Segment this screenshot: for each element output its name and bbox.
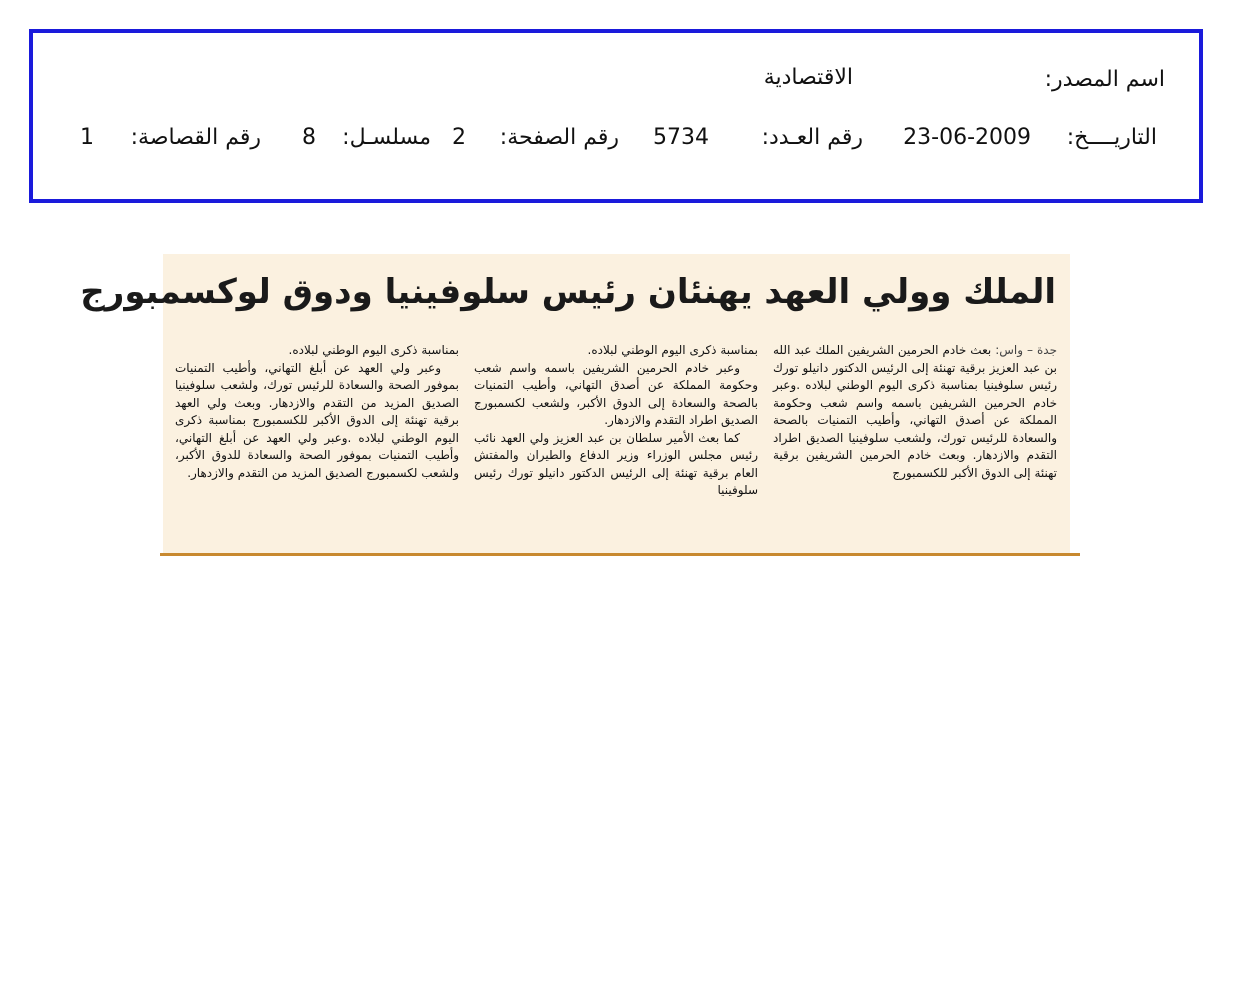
- article-bottom-rule: [160, 553, 1080, 556]
- serial-label: مسلسـل:: [342, 125, 431, 150]
- serial-value: 8: [302, 125, 316, 150]
- date-value: 23-06-2009: [903, 125, 1031, 150]
- issue-label: رقم العـدد:: [761, 125, 863, 150]
- newspaper-article: [80, 254, 1070, 553]
- article-headline: الملك وولي العهد يهنئان رئيس سلوفينيا ودوق لوكسمبورج: [80, 272, 1056, 312]
- article-paragraph: وعبر خادم الحرمين الشريفين باسمه واسم شعب وحكومة المملكة عن أصدق التهاني، وأطيب التمنيات بالصحة والسعادة إلى الدوق الأكبر، ولشعب لكسمبورج الصديق اطراد التقدم والازدهار.: [474, 360, 758, 427]
- source-value: الاقتصادية: [763, 65, 853, 90]
- article-column-3: [175, 342, 459, 482]
- page-label: رقم الصفحة:: [499, 125, 619, 150]
- article-paragraph: وعبر ولي العهد عن أبلغ التهاني، وأطيب التمنيات بموفور الصحة والسعادة للرئيس تورك، ولشعب سلوفينيا الصديق المزيد من التقدم والازدهار. وبعث ولي العهد برقية تهنئة إلى الدوق الأكبر للكسمبورج بمناسبة ذكرى اليوم الوطني لبلاده .وعبر ولي العهد عن أبلغ التهاني، وأطيب التمنيات بموفور الصحة والسعادة للدوق الأكبر، ولشعب لكسمبورج الصديق المزيد من التقدم والازدهار.: [175, 360, 459, 480]
- issue-value: 5734: [653, 125, 709, 150]
- page-value: 2: [452, 125, 466, 150]
- clip-number-value: 1: [80, 125, 94, 150]
- article-column-2: [474, 342, 758, 500]
- article-dateline: جدة – واس:: [995, 343, 1057, 357]
- date-label: التاريــــخ:: [1066, 125, 1157, 150]
- article-paragraph: بمناسبة ذكرى اليوم الوطني لبلاده.: [288, 343, 459, 357]
- article-paragraph: كما بعث الأمير سلطان بن عبد العزيز ولي العهد نائب رئيس مجلس الوزراء وزير الدفاع والطيران والمفتش العام برقية تهنئة إلى الرئيس الدكتور دانيلو تورك رئيس سلوفينيا: [474, 430, 758, 497]
- article-paragraph: [773, 342, 1057, 482]
- article-text: بعث خادم الحرمين الشريفين الملك عبد الله بن عبد العزيز برقية تهنئة إلى الرئيس الدكتور دانيلو تورك رئيس سلوفينيا بمناسبة ذكرى اليوم الوطني لبلاده .وعبر خادم الحرمين الشريفين باسمه واسم شعب وحكومة المملكة عن أصدق التهاني، وأطيب التمنيات بالصحة والسعادة للرئيس تورك، ولشعب سلوفينيا الصديق اطراد التقدم والازدهار. وبعث خادم الحرمين الشريفين برقية تهنئة إلى الدوق الأكبر للكسمبورج: [773, 343, 1057, 480]
- clip-number-label: رقم القصاصة:: [130, 125, 261, 150]
- clipping-metadata-box: [29, 29, 1203, 203]
- article-column-1: [773, 342, 1057, 482]
- source-label: اسم المصدر:: [1044, 67, 1165, 92]
- article-paragraph: بمناسبة ذكرى اليوم الوطني لبلاده.: [587, 343, 758, 357]
